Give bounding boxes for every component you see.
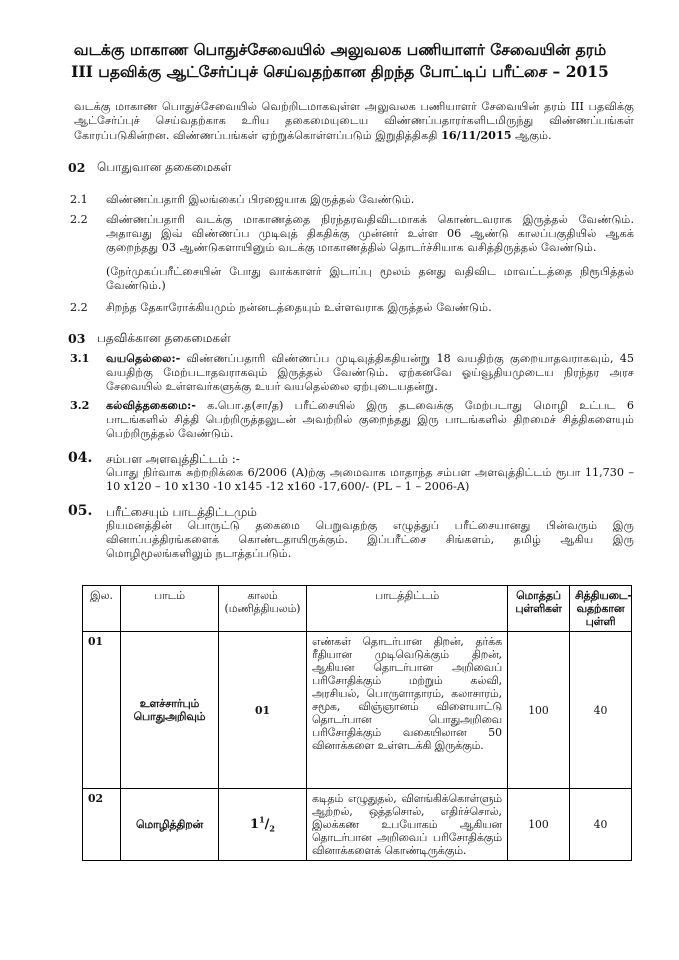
header-pass-mark: சித்தியடை-வதற்கான புள்ளி bbox=[570, 586, 632, 632]
row-pass-mark: 40 bbox=[570, 632, 632, 789]
item-2-3-number: 2.2 bbox=[70, 301, 88, 314]
row-syllabus: கடிதம் எழுதுதல், விளங்கிக்கொள்ளும் ஆற்றல், ஒத்தசொல், எதிர்ச்சொல், இலக்கண உபயோகம் ஆகியன தொடர்பான அறிவைப் பரிசோதிக்கும் வினாக்களைக் கொண்டிருக்கும். bbox=[307, 789, 508, 861]
section-03-number: 03 bbox=[68, 331, 86, 346]
row-subject: உளச்சார்பும் பொதுஅறிவும் bbox=[121, 632, 219, 789]
education-body: க.பொ.த(சா/த) பரீட்சையில் இரு தடவைக்கு மேற்படாது மொழி உட்பட 6 பாடங்களில் சித்தி பெற்றிருத்தலுடன் அவற்றில் குறைந்தது இரு பாடங்களில் திறமைச் சித்திகளையும் பெற்றிருத்தல் வேண்டும். bbox=[106, 399, 634, 440]
document-title-line1: வடக்கு மாகாண பொதுச்சேவையில் அலுவலக பணியாளர் சேவையின் தரம் bbox=[73, 40, 607, 59]
header-subject: பாடம் bbox=[121, 586, 219, 632]
intro-paragraph bbox=[74, 100, 634, 143]
header-duration: காலம் (மணித்தியலம்) bbox=[219, 586, 307, 632]
closing-date: 16/11/2015 bbox=[441, 128, 512, 142]
section-03-heading: பதவிக்கான தகைமைகள் bbox=[97, 331, 231, 345]
section-05-number: 05. bbox=[68, 503, 93, 519]
salary-scale-text: பொது நிர்வாக சுற்றறிக்கை 6/2006 (A)ற்கு அமைவாக மாதாந்த சம்பள அளவுத்திட்டம் ரூபா 11,730 – 10 x120 – 10 x130 -10 x145 -12 x160 -17,600/- (PL – 1 – 2006-A) bbox=[106, 466, 634, 493]
header-number: இல. bbox=[83, 586, 121, 632]
intro-text: வடக்கு மாகாண பொதுச்சேவையில் வெற்றிடமாகவுள்ள அலுவலக பணியாளர் சேவையின் தரம் III பதவிக்கு ஆட்சேர்ப்புச் செய்வதற்காக உரிய தகைமையுடைய விண்ணப்பதாரர்களிடமிருந்து விண்ணப்பங்கள் கோரப்படுகின்றன. விண்ணப்பங்கள் ஏற்றுக்கொள்ளப்படும் இறுதித்திகதி bbox=[74, 100, 634, 142]
item-2-3-text: சிறந்த தேகாரோக்கியமும் நன்னடத்தையும் உள்ளவராக இருத்தல் வேண்டும். bbox=[106, 301, 492, 314]
header-syllabus: பாடத்திட்டம் bbox=[307, 586, 508, 632]
section-04-heading: சம்பள அளவுத்திட்டம் :- bbox=[106, 452, 240, 466]
item-2-2-text: விண்ணப்பதாரி வடக்கு மாகாணத்தை நிரந்தரவதிவிடமாகக் கொண்டவராக இருத்தல் வேண்டும். அதாவது இவ் விண்ணப்ப முடிவுத் திகதிக்கு முன்னர் உள்ள 06 ஆண்டு காலப்பகுதியில் ஆகக் குறைந்தது 03 ஆண்டுகளாயினும் வடக்கு மாகாணத்தில் தொடர்ச்சியாக வசித்திருத்தல் வேண்டும். bbox=[106, 213, 634, 254]
duration-denominator: 2 bbox=[269, 823, 275, 834]
row-number: 02 bbox=[83, 789, 121, 861]
intro-end: ஆகும். bbox=[515, 129, 552, 142]
duration-fraction: $1^1/_2$ bbox=[250, 814, 275, 834]
item-2-1-number: 2.1 bbox=[70, 193, 88, 206]
item-2-2-note: (நேர்முகப்பரீட்சையின் போது வாக்காளர் இடாப்பு மூலம் தனது வதிவிட மாவட்டத்தை நிரூபித்தல் வேண்டும்.) bbox=[106, 265, 634, 292]
item-3-2-text bbox=[106, 398, 634, 441]
row-syllabus: எண்கள் தொடர்பான திறன், தர்க்க ரீதியான முடிவெடுக்கும் திறன், ஆகியன தொடர்பான அறிவைப் பரிசோதிக்கும் மற்றும் கல்வி, அரசியல், பொருளாதாரம், கலாசாரம், சமூக, விஞ்ஞானம் விளையாட்டு தொடர்பான பொதுஅறிவை பரிசோதிக்கும் வகையிலான 50 வினாக்களை உள்ளடக்கி இருக்கும். bbox=[307, 632, 508, 789]
row-number: 01 bbox=[83, 632, 121, 789]
row-subject: மொழித்திறன் bbox=[121, 789, 219, 861]
section-02-number: 02 bbox=[68, 160, 86, 175]
education-label: கல்வித்தகைமை:- bbox=[106, 398, 196, 412]
row-duration bbox=[219, 789, 307, 861]
document-title-line2: III பதவிக்கு ஆட்சேர்ப்புச் செய்வதற்கான திறந்த போட்டிப் பரீட்சை – 2015 bbox=[71, 62, 609, 81]
item-3-2-number: 3.2 bbox=[70, 398, 90, 412]
table-row bbox=[83, 789, 632, 861]
item-3-1-text bbox=[106, 351, 634, 394]
age-limit-body: விண்ணப்பதாரி விண்ணப்ப முடிவுத்திகதியன்று 18 வயதிற்கு குறையாதவராகவும், 45 வயதிற்கு மேற்படாதவராகவும் இருத்தல் வேண்டும். ஏற்கனவே ஓய்வூதியமுடைய நிரந்தர அரச சேவையில் உள்ளவர்களுக்கு உயர் வயதெல்லை ஏற்புடையதன்று. bbox=[106, 352, 634, 393]
syllabus-table bbox=[82, 585, 632, 861]
duration-whole: 1 bbox=[250, 816, 260, 832]
section-02-heading: பொதுவான தகைமைகள் bbox=[97, 160, 232, 174]
row-total-marks: 100 bbox=[508, 632, 570, 789]
duration-numerator: 1 bbox=[259, 814, 265, 825]
exam-description: நியமனத்தின் பொருட்டு தகைமை பெறுவதற்கு எழுத்துப் பரீட்சையானது பின்வரும் இரு வினாப்பத்திரங்களைக் கொண்டதாயிருக்கும். இப்பரீட்சை சிங்களம், தமிழ் ஆகிய இரு மொழிமூலங்களிலும் நடாத்தப்படும். bbox=[106, 519, 634, 560]
item-2-1-text: விண்ணப்பதாரி இலங்கைப் பிரஜையாக இருத்தல் வேண்டும். bbox=[106, 193, 415, 206]
item-2-2-number: 2.2 bbox=[70, 213, 88, 226]
section-04-number: 04. bbox=[68, 450, 93, 466]
age-limit-label: வயதெல்லை:- bbox=[106, 351, 181, 365]
row-pass-mark: 40 bbox=[570, 789, 632, 861]
table-header-row bbox=[83, 586, 632, 632]
table-row bbox=[83, 632, 632, 789]
header-total-marks: மொத்தப் புள்ளிகள் bbox=[508, 586, 570, 632]
row-duration: 01 bbox=[219, 632, 307, 789]
item-3-1-number: 3.1 bbox=[70, 351, 90, 365]
row-total-marks: 100 bbox=[508, 789, 570, 861]
section-05-heading: பரீட்சையும் பாடத்திட்டமும் bbox=[106, 505, 257, 519]
